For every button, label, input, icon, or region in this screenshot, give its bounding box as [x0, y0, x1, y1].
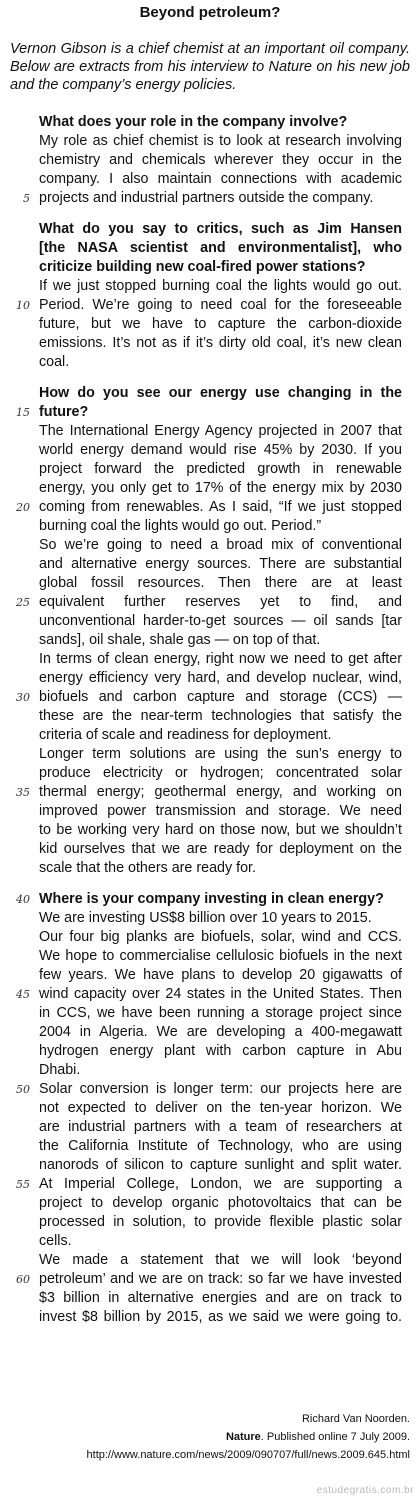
- line-text: criticize building new coal-fired power stations?: [39, 259, 366, 275]
- line-text: emissions. It’s not as if it’s dirty old coal, it’s new clean: [39, 335, 402, 351]
- line-number: 10: [16, 299, 30, 312]
- text-line: [0, 1270, 420, 1289]
- line-text: So we’re going to need a broad mix of conventional: [39, 537, 402, 553]
- text-line: [0, 631, 420, 650]
- line-number: 45: [16, 988, 30, 1001]
- question-line: [0, 113, 420, 132]
- line-text: processed in solution, to provide flexible plastic solar: [39, 1214, 402, 1230]
- line-text: petroleum’ and we are on track: so far we have invested: [39, 1271, 402, 1287]
- line-text: hydrogen energy plant with carbon capture in Abu: [39, 1043, 402, 1059]
- text-line: [0, 985, 420, 1004]
- question-line: [0, 258, 420, 277]
- line-text: How do you see our energy use changing in the: [39, 385, 402, 401]
- line-text: future?: [39, 404, 89, 420]
- line-text: biofuels and carbon capture and storage (CCS) —: [39, 689, 402, 705]
- line-text: are industrial partners with a team of researchers at: [39, 1119, 402, 1135]
- intro-paragraph: Vernon Gibson is a chief chemist at an important oil company. Below are extracts from his interview to Nature on his new job and the company’s energy policies.: [10, 41, 410, 93]
- text-line: [0, 593, 420, 612]
- line-text: project forward the predicted growth in renewable: [39, 461, 402, 477]
- line-number: 50: [16, 1083, 30, 1096]
- line-text: equivalent further reserves yet to find, and: [39, 594, 402, 610]
- text-line: [0, 1004, 420, 1023]
- line-number: 60: [16, 1273, 30, 1286]
- text-line: [0, 574, 420, 593]
- text-line: [0, 498, 420, 517]
- line-text: cells.: [39, 1233, 72, 1249]
- line-text: What does your role in the company involve?: [39, 114, 348, 130]
- text-line: [0, 334, 420, 353]
- text-line: [0, 745, 420, 764]
- question-line: [0, 890, 420, 909]
- source-citation: [87, 1410, 410, 1464]
- line-number: 25: [16, 596, 30, 609]
- question-line: [0, 239, 420, 258]
- text-line: [0, 840, 420, 859]
- source-url: http://www.nature.com/news/2009/090707/full/news.2009.645.html: [86, 1449, 410, 1461]
- line-text: chemistry and chemicals wherever they occur in the: [39, 152, 402, 168]
- line-text: [the NASA scientist and environmentalist], who: [39, 240, 402, 256]
- line-text: and alternative energy sources. There are substantial: [39, 556, 402, 572]
- text-line: [0, 783, 420, 802]
- text-line: [0, 726, 420, 745]
- line-text: unconventional harder-to-get sources — oil sands [tar: [39, 613, 402, 629]
- text-line: [0, 947, 420, 966]
- line-number: 30: [16, 691, 30, 704]
- text-line: [0, 441, 420, 460]
- line-text: Period. We’re going to need coal for the foreseeable: [39, 297, 402, 313]
- text-line: [0, 1118, 420, 1137]
- line-text: wind capacity over 24 states in the United States. Then: [39, 986, 402, 1002]
- line-text: Where is your company investing in clean energy?: [39, 891, 384, 907]
- line-number: 35: [16, 786, 30, 799]
- text-line: [0, 315, 420, 334]
- text-line: [0, 1137, 420, 1156]
- text-line: [0, 1061, 420, 1080]
- watermark: estudegratis.com.br: [316, 1485, 414, 1496]
- line-text: improved power transmission and storage. We need: [39, 803, 402, 819]
- line-number: 20: [16, 501, 30, 514]
- line-text: coming from renewables. As I said, “If we just stopped: [39, 499, 402, 515]
- line-number: 55: [16, 1178, 30, 1191]
- text-line: [0, 555, 420, 574]
- text-line: [0, 1175, 420, 1194]
- line-text: not expected to deliver on the ten-year horizon. We: [39, 1100, 402, 1116]
- text-line: [0, 517, 420, 536]
- line-text: We hope to commercialise cellulosic biofuels in the next: [39, 948, 402, 964]
- line-text: Dhabi.: [39, 1062, 81, 1078]
- line-text: scale that the others are ready for.: [39, 860, 256, 876]
- paragraph-gap: [0, 372, 420, 384]
- text-line: [0, 802, 420, 821]
- line-text: energy, you only get to 17% of the energy mix by 2030: [39, 480, 402, 496]
- text-line: [0, 1080, 420, 1099]
- line-text: projects and industrial partners outside the company.: [39, 190, 374, 206]
- text-line: [0, 966, 420, 985]
- line-text: Longer term solutions are using the sun’s energy to: [39, 746, 402, 762]
- text-line: [0, 669, 420, 688]
- line-text: produce electricity or hydrogen; concentrated solar: [39, 765, 402, 781]
- line-text: world energy demand would rise 45% by 2030. If you: [39, 442, 402, 458]
- line-text: to be working very hard on those now, but we shouldn’t: [39, 822, 402, 838]
- text-line: [0, 1232, 420, 1251]
- line-text: in CCS, we have been running a storage project since: [39, 1005, 402, 1021]
- text-line: [0, 1042, 420, 1061]
- text-line: [0, 460, 420, 479]
- text-line: [0, 1023, 420, 1042]
- line-text: burning coal the lights would go out. Period.”: [39, 518, 322, 534]
- text-line: [0, 170, 420, 189]
- text-line: [0, 909, 420, 928]
- text-line: [0, 612, 420, 631]
- line-number: 40: [16, 893, 30, 906]
- text-line: [0, 707, 420, 726]
- line-text: We are investing US$8 billion over 10 years to 2015.: [39, 910, 372, 926]
- question-line: [0, 384, 420, 403]
- line-text: The International Energy Agency projected in 2007 that: [39, 423, 402, 439]
- text-line: [0, 1194, 420, 1213]
- paragraph-gap: [0, 878, 420, 890]
- line-text: kid ourselves that we are ready for deployment on the: [39, 841, 402, 857]
- question-line: [0, 220, 420, 239]
- text-line: [0, 1308, 420, 1327]
- line-text: few years. We have plans to develop 20 gigawatts of: [39, 967, 402, 983]
- line-text: We made a statement that we will look ‘beyond: [39, 1252, 402, 1268]
- line-text: Our four big planks are biofuels, solar, wind and CCS.: [39, 929, 402, 945]
- interview-body: [0, 113, 420, 1327]
- publication-date: . Published online 7 July 2009.: [260, 1431, 410, 1443]
- line-text: company. I also maintain connections with academic: [39, 171, 402, 187]
- line-text: In terms of clean energy, right now we need to get after: [39, 651, 402, 667]
- article-title: Beyond petroleum?: [139, 4, 281, 21]
- text-line: [0, 296, 420, 315]
- line-text: coal.: [39, 354, 70, 370]
- publication-line: [87, 1428, 410, 1446]
- text-line: [0, 1099, 420, 1118]
- text-line: [0, 1251, 420, 1270]
- line-text: future, but we have to capture the carbon-dioxide: [39, 316, 402, 332]
- text-line: [0, 859, 420, 878]
- magazine-name: Nature: [225, 1431, 261, 1443]
- text-line: [0, 479, 420, 498]
- text-line: [0, 277, 420, 296]
- line-text: sands], oil shale, shale gas — on top of that.: [39, 632, 321, 648]
- text-line: [0, 422, 420, 441]
- line-text: If we just stopped burning coal the lights would go out.: [39, 278, 402, 294]
- text-line: [0, 132, 420, 151]
- text-line: [0, 151, 420, 170]
- author-name: Richard Van Noorden.: [301, 1413, 410, 1425]
- line-text: $3 billion in alternative energies and are on track to: [39, 1290, 402, 1306]
- text-line: [0, 928, 420, 947]
- question-line: [0, 403, 420, 422]
- line-text: nanorods of silicon to capture sunlight and split water.: [39, 1157, 402, 1173]
- line-text: energy efficiency very hard, and develop nuclear, wind,: [39, 670, 402, 686]
- text-line: [0, 764, 420, 783]
- text-line: [0, 1213, 420, 1232]
- line-number: 15: [16, 406, 30, 419]
- text-line: [0, 353, 420, 372]
- line-text: My role as chief chemist is to look at research involving: [39, 133, 402, 149]
- line-text: the California Institute of Technology, who are using: [39, 1138, 402, 1154]
- line-text: invest $8 billion by 2015, as we said we were going to.: [39, 1309, 402, 1325]
- text-line: [0, 536, 420, 555]
- text-line: [0, 688, 420, 707]
- line-text: criteria of scale and readiness for deployment.: [39, 727, 332, 743]
- line-text: 2004 in Algeria. We are developing a 400-megawatt: [39, 1024, 402, 1040]
- line-text: At Imperial College, London, we are supporting a: [39, 1176, 402, 1192]
- paragraph-gap: [0, 208, 420, 220]
- line-text: thermal energy; geothermal energy, and working on: [39, 784, 402, 800]
- line-text: Solar conversion is longer term: our projects here are: [39, 1081, 402, 1097]
- text-line: [0, 821, 420, 840]
- text-line: [0, 650, 420, 669]
- line-text: project to develop organic photovoltaics that can be: [39, 1195, 402, 1211]
- line-text: these are the near-term technologies that satisfy the: [39, 708, 402, 724]
- line-text: global fossil resources. Then there are at least: [39, 575, 402, 591]
- text-line: [0, 1156, 420, 1175]
- line-number: 5: [23, 192, 30, 205]
- line-text: What do you say to critics, such as Jim Hansen: [39, 221, 402, 237]
- text-line: [0, 1289, 420, 1308]
- text-line: [0, 189, 420, 208]
